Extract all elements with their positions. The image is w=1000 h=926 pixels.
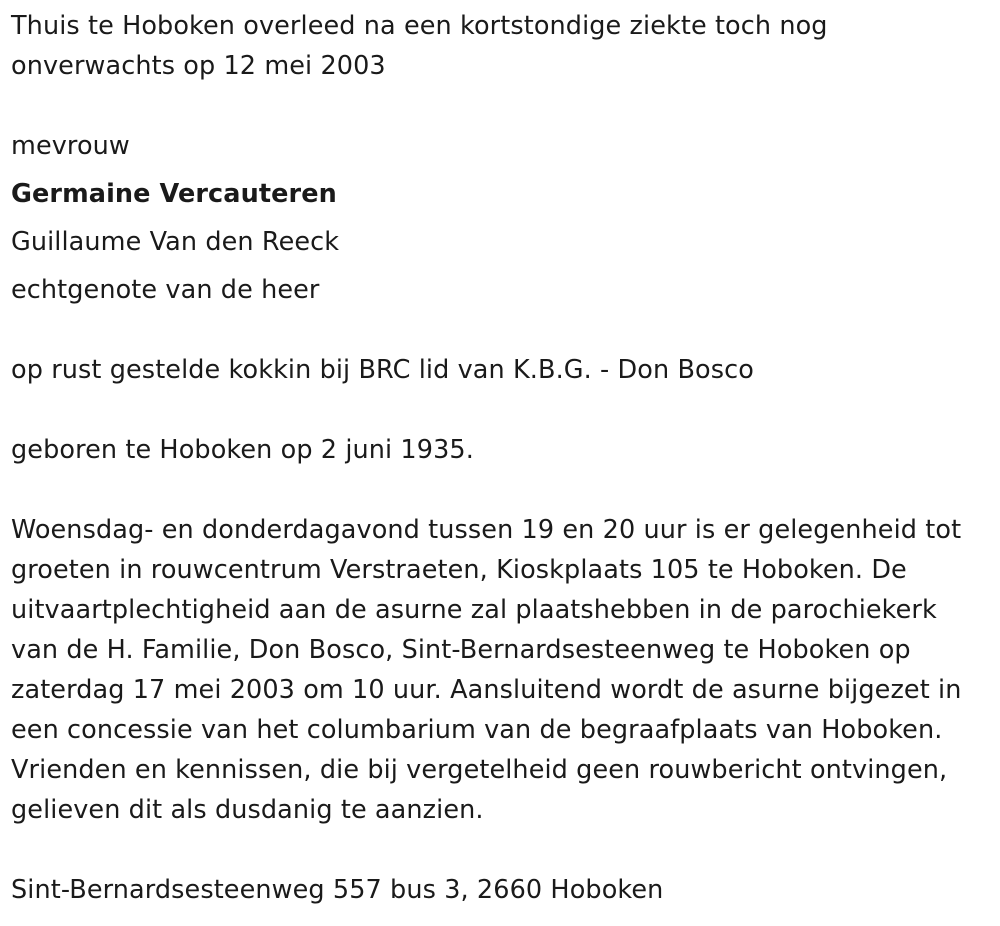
intro-line-1: Thuis te Hoboken overleed na een kortstondige ziekte toch nog [11, 11, 828, 41]
details-line: uitvaartplechtigheid aan de asurne zal plaatshebben in de parochiekerk [11, 595, 937, 625]
details-line: Woensdag- en donderdagavond tussen 19 en 20 uur is er gelegenheid tot [11, 515, 962, 545]
details-paragraph [11, 510, 961, 830]
details-line: gelieven dit als dusdanig te aanzien. [11, 795, 484, 825]
address-text: Sint-Bernardsesteenweg 557 bus 3, 2660 Hoboken [11, 875, 664, 905]
details-line: zaterdag 17 mei 2003 om 10 uur. Aansluitend wordt de asurne bijgezet in [11, 675, 962, 705]
occupation-text: op rust gestelde kokkin bij BRC lid van K.B.G. - Don Bosco [11, 355, 754, 385]
intro-line-2: onverwachts op 12 mei 2003 [11, 51, 386, 81]
birth-paragraph [11, 430, 474, 470]
details-line: een concessie van het columbarium van de begraafplaats van Hoboken. [11, 715, 943, 745]
occupation-paragraph [11, 350, 754, 390]
person-block [11, 122, 339, 314]
details-line: groeten in rouwcentrum Verstraeten, Kioskplaats 105 te Hoboken. De [11, 555, 907, 585]
partner-name: Guillaume Van den Reeck [11, 227, 340, 257]
birth-text: geboren te Hoboken op 2 juni 1935. [11, 435, 474, 465]
address-paragraph [11, 870, 663, 910]
person-title: mevrouw [11, 131, 130, 161]
details-line: van de H. Familie, Don Bosco, Sint-Bernardsesteenweg te Hoboken op [11, 635, 911, 665]
person-name: Germaine Vercauteren [11, 179, 337, 209]
intro-paragraph [11, 6, 828, 86]
relation-text: echtgenote van de heer [11, 275, 320, 305]
details-line: Vrienden en kennissen, die bij vergetelheid geen rouwbericht ontvingen, [11, 755, 948, 785]
